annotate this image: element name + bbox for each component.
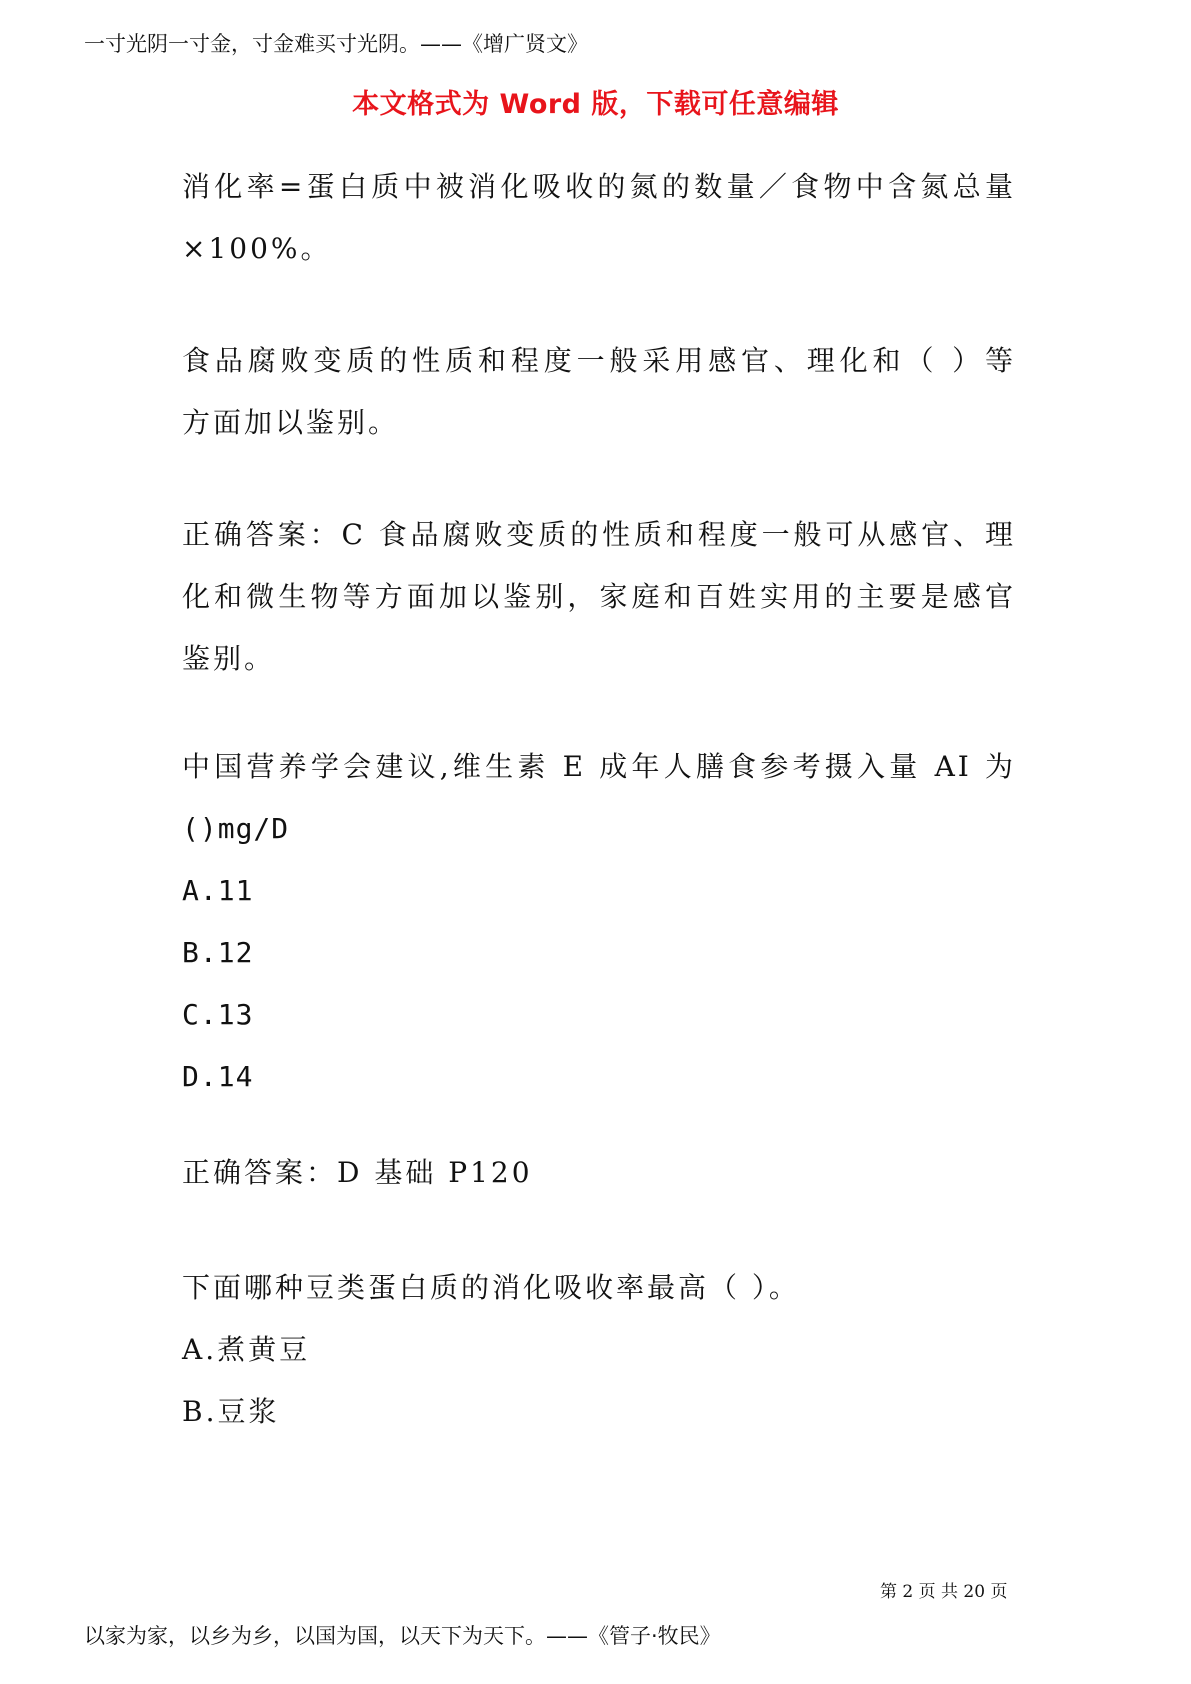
digestibility-formula: [182, 156, 1016, 280]
question-bean-protein-line: 下面哪种豆类蛋白质的消化吸收率最高（ ）。: [182, 1271, 800, 1304]
header-quote: 一寸光阴一寸金，寸金难买寸光阴。——《增广贤文》: [84, 32, 588, 56]
option-d: D.14: [182, 1060, 254, 1093]
option-a: A.煮黄豆: [182, 1333, 311, 1366]
answer-vitamin-e: [182, 1142, 1016, 1204]
formula-line-2: ×100%。: [182, 232, 332, 265]
answer-spoilage: [182, 504, 1016, 690]
question-spoilage-line-1: 食品腐败变质的性质和程度一般采用感官、理化和（ ）等: [182, 344, 1016, 377]
option-b: B.豆浆: [182, 1395, 280, 1428]
question-spoilage: [182, 330, 1016, 454]
page-number: 第 2 页 共 20 页: [880, 1582, 1008, 1602]
question-spoilage-line-2: 方面加以鉴别。: [182, 406, 400, 439]
word-format-banner: 本文格式为 Word 版，下载可任意编辑: [352, 89, 839, 120]
footer-quote: 以家为家，以乡为乡，以国为国，以天下为天下。——《管子·牧民》: [84, 1624, 721, 1648]
answer-spoilage-line-2: 化和微生物等方面加以鉴别，家庭和百姓实用的主要是感官: [182, 580, 1016, 613]
answer-vitamin-e-line: 正确答案：D 基础 P120: [182, 1156, 533, 1189]
option-b: B.12: [182, 936, 254, 969]
formula-line-1: 消化率=蛋白质中被消化吸收的氮的数量／食物中含氮总量: [182, 170, 1016, 203]
question-vitamin-e-line-2: ()mg/D: [182, 812, 290, 845]
option-a: A.11: [182, 874, 254, 907]
question-vitamin-e: [182, 736, 1016, 1108]
option-c: C.13: [182, 998, 254, 1031]
answer-spoilage-line-3: 鉴别。: [182, 642, 276, 675]
answer-spoilage-line-1: 正确答案：C 食品腐败变质的性质和程度一般可从感官、理: [182, 518, 1016, 551]
question-vitamin-e-line-1: 中国营养学会建议,维生素 E 成年人膳食参考摄入量 AI 为: [182, 750, 1016, 783]
question-bean-protein: [182, 1257, 1016, 1443]
